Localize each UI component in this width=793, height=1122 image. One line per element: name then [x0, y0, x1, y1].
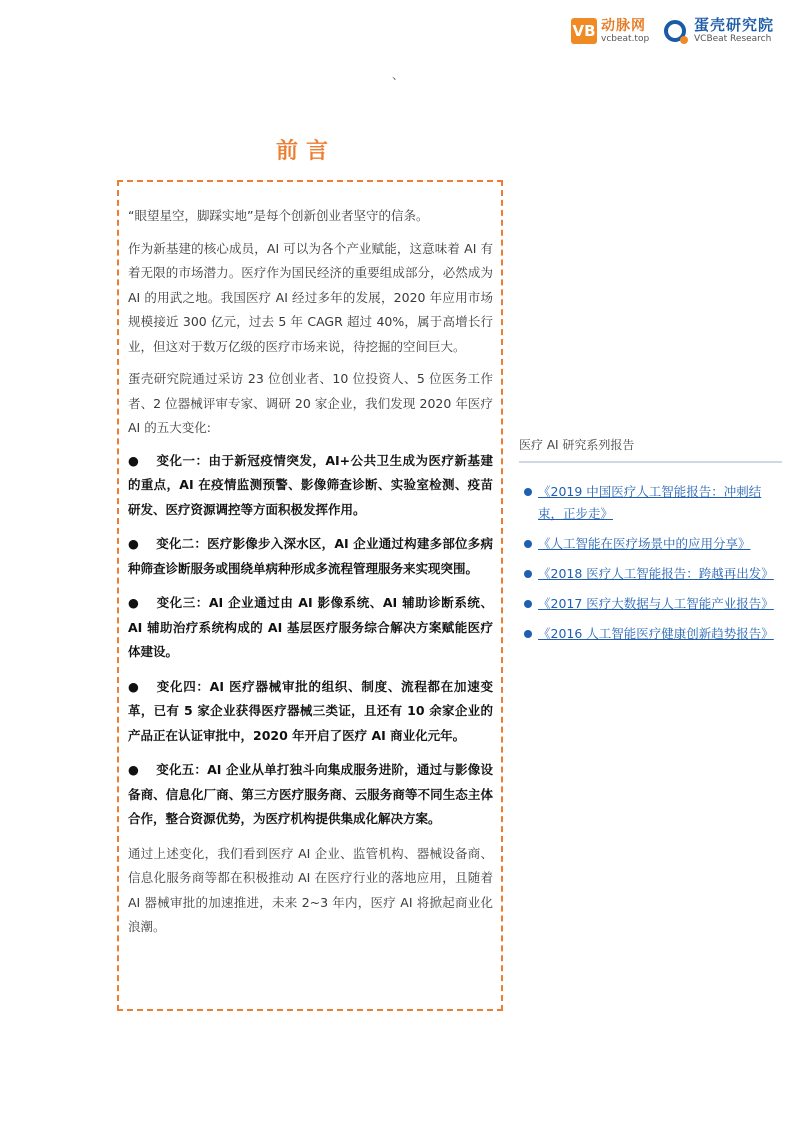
change-item-5 [128, 758, 493, 832]
change-item-4 [128, 675, 493, 749]
report-link-ai-scenarios[interactable] [524, 533, 782, 555]
report-link-label: 《2019 中国医疗人工智能报告：冲刺结束，正步走》 [538, 484, 762, 521]
paragraph-conclusion: 通过上述变化，我们看到医疗 AI 企业、监管机构、器械设备商、信息化服务商等都在积极推动 AI 在医疗行业的落地应用，且随着 AI 器械审批的加速推进，未来 2~3 年内，医疗 AI 将掀起商业化浪潮。 [128, 845, 493, 934]
bullet-icon: ● [128, 452, 139, 468]
change-text-1: 变化一：由于新冠疫情突发，AI+公共卫生成为医疗新基建的重点，AI 在疫情监测预警、影像筛查诊断、实验室检测、疫苗研发、医疗资源调控等方面积极发挥作用。 [128, 452, 493, 517]
bullet-dot-icon [524, 488, 532, 496]
report-link-2019[interactable] [524, 481, 782, 525]
vcbeat-logo-cn: 动脉网 [601, 17, 646, 34]
page-title: 前言 [275, 139, 336, 164]
stray-mark: 、 [392, 68, 405, 82]
bullet-dot-icon [524, 540, 532, 548]
vcbeat-logo-mark: VB [571, 18, 597, 44]
paragraph-intro: “眼望星空，脚踩实地”是每个创新创业者坚守的信条。 [128, 208, 429, 223]
report-link-2018[interactable] [524, 563, 782, 585]
vcbeat-research-logo-icon [664, 20, 686, 42]
vcbeat-logo-en: vcbeat.top [601, 33, 650, 44]
paragraph-research: 蛋壳研究院通过采访 23 位创业者、10 位投资人、5 位医务工作者、2 位器械评审专家、调研 20 家企业，我们发现 2020 年医疗 AI 的五大变化: [128, 371, 493, 435]
vcbeat-research-logo-cn: 蛋壳研究院 [694, 16, 775, 34]
change-item-2 [128, 532, 493, 581]
change-text-4: 变化四：AI 医疗器械审批的组织、制度、流程都在加速变革，已有 5 家企业获得医疗器械三类证，且还有 10 余家企业的产品正在认证审批中，2020 年开启了医疗 AI 商业化元年。 [128, 678, 493, 743]
report-link-label: 《人工智能在医疗场景中的应用分享》 [538, 536, 751, 551]
bullet-icon: ● [128, 595, 139, 610]
bullet-icon: ● [128, 536, 139, 551]
report-link-2017[interactable] [524, 593, 782, 615]
change-text-5: 变化五：AI 企业从单打独斗向集成服务进阶，通过与影像设备商、信息化厂商、第三方医疗服务商、云服务商等不同生态主体合作，整合资源优势，为医疗机构提供集成化解决方案。 [128, 762, 493, 826]
change-item-1 [128, 449, 493, 523]
paragraph-market: 作为新基建的核心成员，AI 可以为各个产业赋能，这意味着 AI 有着无限的市场潜力。医疗作为国民经济的重要组成部分，必然成为 AI 的用武之地。我国医疗 AI 经过多年的发展，2020 年应用市场规模接近 300 亿元，过去 5 年 CAGR 超过 40%，属于高增长行业，但这对于数万亿级的医疗市场来说，待挖掘的空间巨大。 [128, 240, 493, 354]
sidebar-title: 医疗 AI 研究系列报告 [519, 436, 782, 463]
bullet-dot-icon [524, 600, 532, 608]
vcbeat-research-logo [664, 14, 774, 48]
change-text-3: 变化三：AI 企业通过由 AI 影像系统、AI 辅助诊断系统、AI 辅助治疗系统构成的 AI 基层医疗服务综合解决方案赋能医疗体建设。 [128, 595, 493, 659]
preface-content [128, 204, 493, 948]
bullet-icon: ● [128, 762, 139, 777]
vcbeat-research-logo-en: VCBeat Research [694, 34, 772, 44]
change-text-2: 变化二：医疗影像步入深水区，AI 企业通过构建多部位多病种筛查诊断服务或围绕单病种形成多流程管理服务来实现突围。 [128, 536, 493, 576]
report-link-2016[interactable] [524, 623, 782, 645]
report-link-label: 《2018 医疗人工智能报告：跨越再出发》 [538, 566, 774, 581]
bullet-dot-icon [524, 630, 532, 638]
vcbeat-logo [571, 14, 649, 48]
bullet-icon: ● [128, 678, 139, 694]
report-link-label: 《2016 人工智能医疗健康创新趋势报告》 [538, 626, 774, 641]
change-item-3 [128, 591, 493, 665]
report-link-label: 《2017 医疗大数据与人工智能产业报告》 [538, 596, 774, 611]
bullet-dot-icon [524, 570, 532, 578]
report-list [524, 481, 782, 653]
